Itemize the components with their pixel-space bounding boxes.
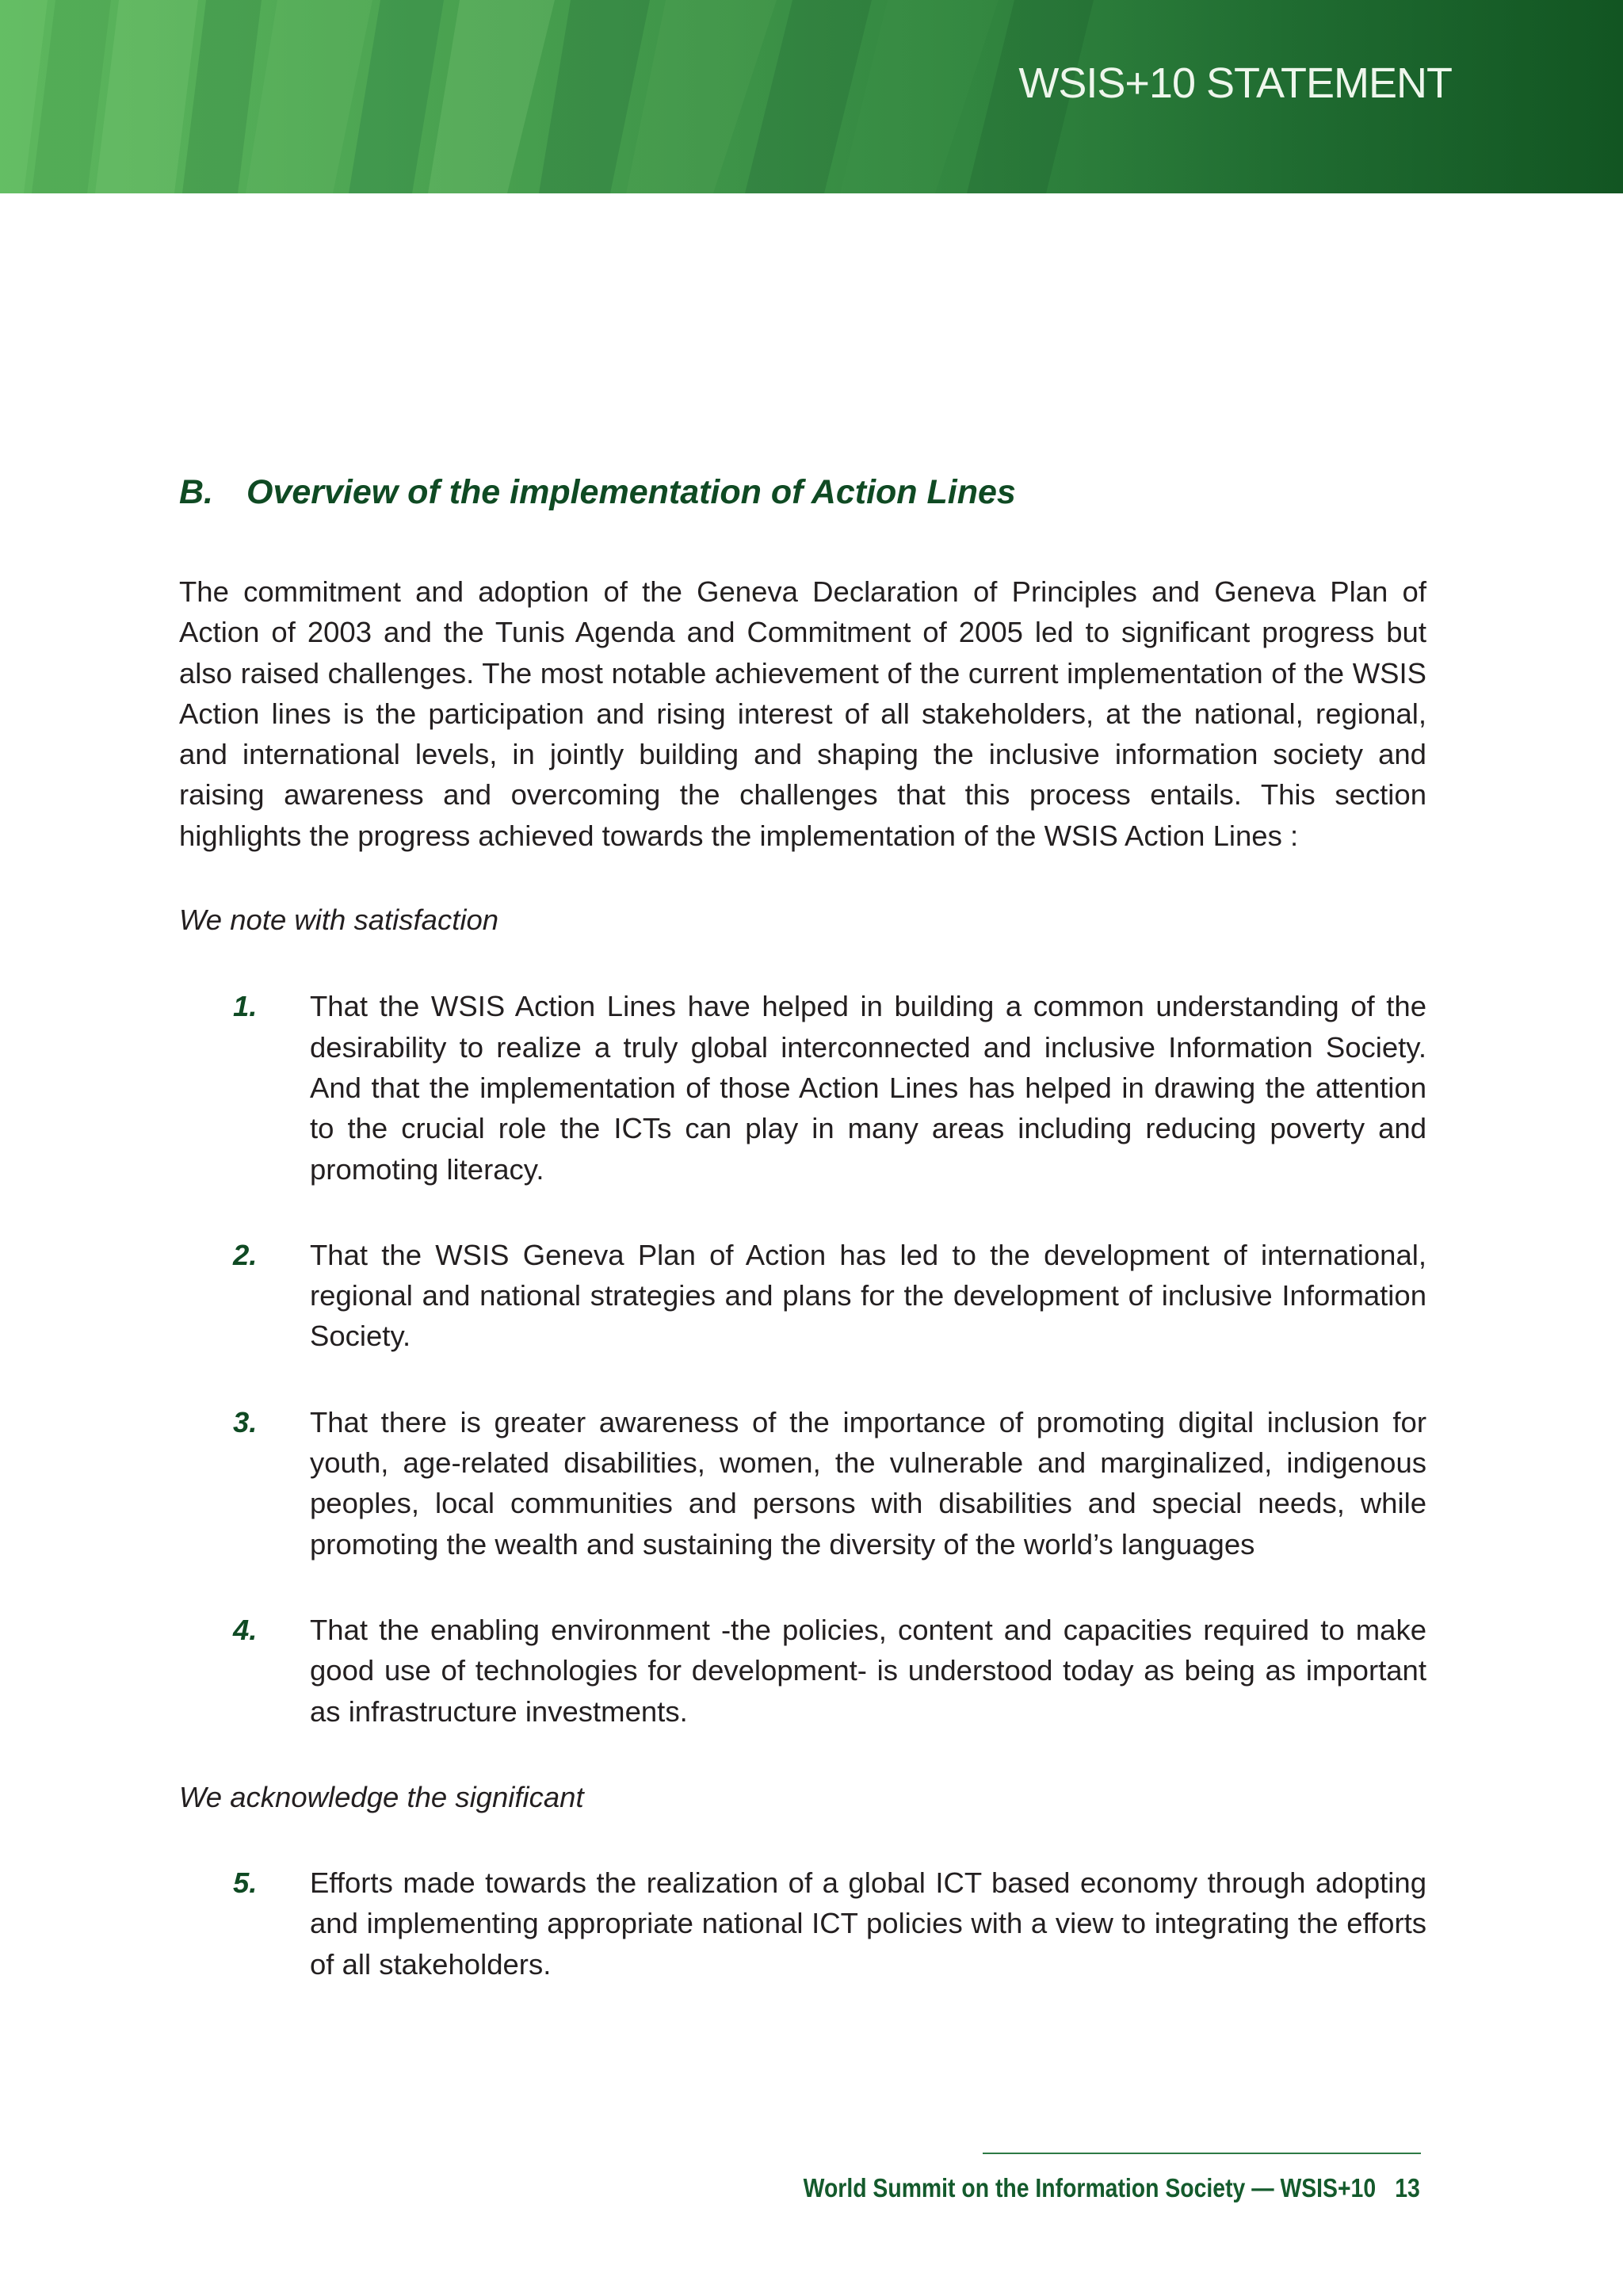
group2-lead: We acknowledge the significant [179, 1780, 584, 1813]
acknowledge-list [179, 1862, 1426, 1985]
list-item-text: That the WSIS Action Lines have helped in building a common understanding of the desirability to realize a truly global interconnected and inclusive Information Society. And that the implementation of those Action Lines has helped in drawing the attention to the crucial role the ICTs can play in many areas including reducing poverty and promoting literacy. [310, 990, 1426, 1186]
list-item-text: That the WSIS Geneva Plan of Action has led to the development of international, regional and national strategies and plans for the development of inclusive Information Society. [310, 1238, 1426, 1353]
page-footer [804, 2173, 1420, 2203]
list-item [179, 1862, 1426, 1985]
section-title: Overview of the implementation of Action Lines [246, 473, 1016, 511]
list-item-text: That there is greater awareness of the importance of promoting digital inclusion for youth, age-related disabilities, women, the vulnerable and marginalized, indigenous peoples, local communities and persons with disabilities and special needs, while promoting the wealth and sustaining the diversity of the world’s languages [310, 1405, 1426, 1561]
satisfaction-list [179, 986, 1426, 1731]
section-letter: B. [179, 473, 213, 511]
list-item [179, 1402, 1426, 1564]
banner-title: WSIS+10 STATEMENT [1018, 59, 1452, 107]
list-item-number: 2. [233, 1238, 258, 1271]
header-banner [0, 0, 1623, 193]
main-content [179, 473, 1426, 1985]
list-item [179, 986, 1426, 1189]
footer-divider [983, 2153, 1421, 2154]
group1-lead: We note with satisfaction [179, 904, 499, 937]
list-item-number: 1. [233, 990, 258, 1023]
footer-title: World Summit on the Information Society — WSIS+10 [803, 2173, 1377, 2202]
list-item [179, 1610, 1426, 1732]
page-number: 13 [1395, 2173, 1420, 2202]
intro-paragraph: The commitment and adoption of the Geneva Declaration of Principles and Geneva Plan of Action of 2003 and the Tunis Agenda and Commitment of 2005 led to significant progress but also raised challenges. The most notable achievement of the current implementation of the WSIS Action lines is the participation and rising interest of all stakeholders, at the national, regional, and international levels, in jointly building and shaping the inclusive information society and raising awareness and overcoming the challenges that this process entails. This section highlights the progress achieved towards the implementation of the WSIS Action Lines : [179, 575, 1426, 852]
list-item-number: 5. [233, 1866, 258, 1900]
list-item-text: That the enabling environment -the policies, content and capacities required to make good use of technologies for development- is understood today as being as important as infrastructure investments. [310, 1613, 1426, 1728]
list-item [179, 1235, 1426, 1357]
list-item-number: 4. [233, 1613, 258, 1646]
list-item-text: Efforts made towards the realization of a global ICT based economy through adopting and implementing appropriate national ICT policies with a view to integrating the efforts of all stakeholders. [310, 1866, 1426, 1981]
list-item-number: 3. [233, 1405, 258, 1438]
section-heading [179, 473, 1426, 511]
